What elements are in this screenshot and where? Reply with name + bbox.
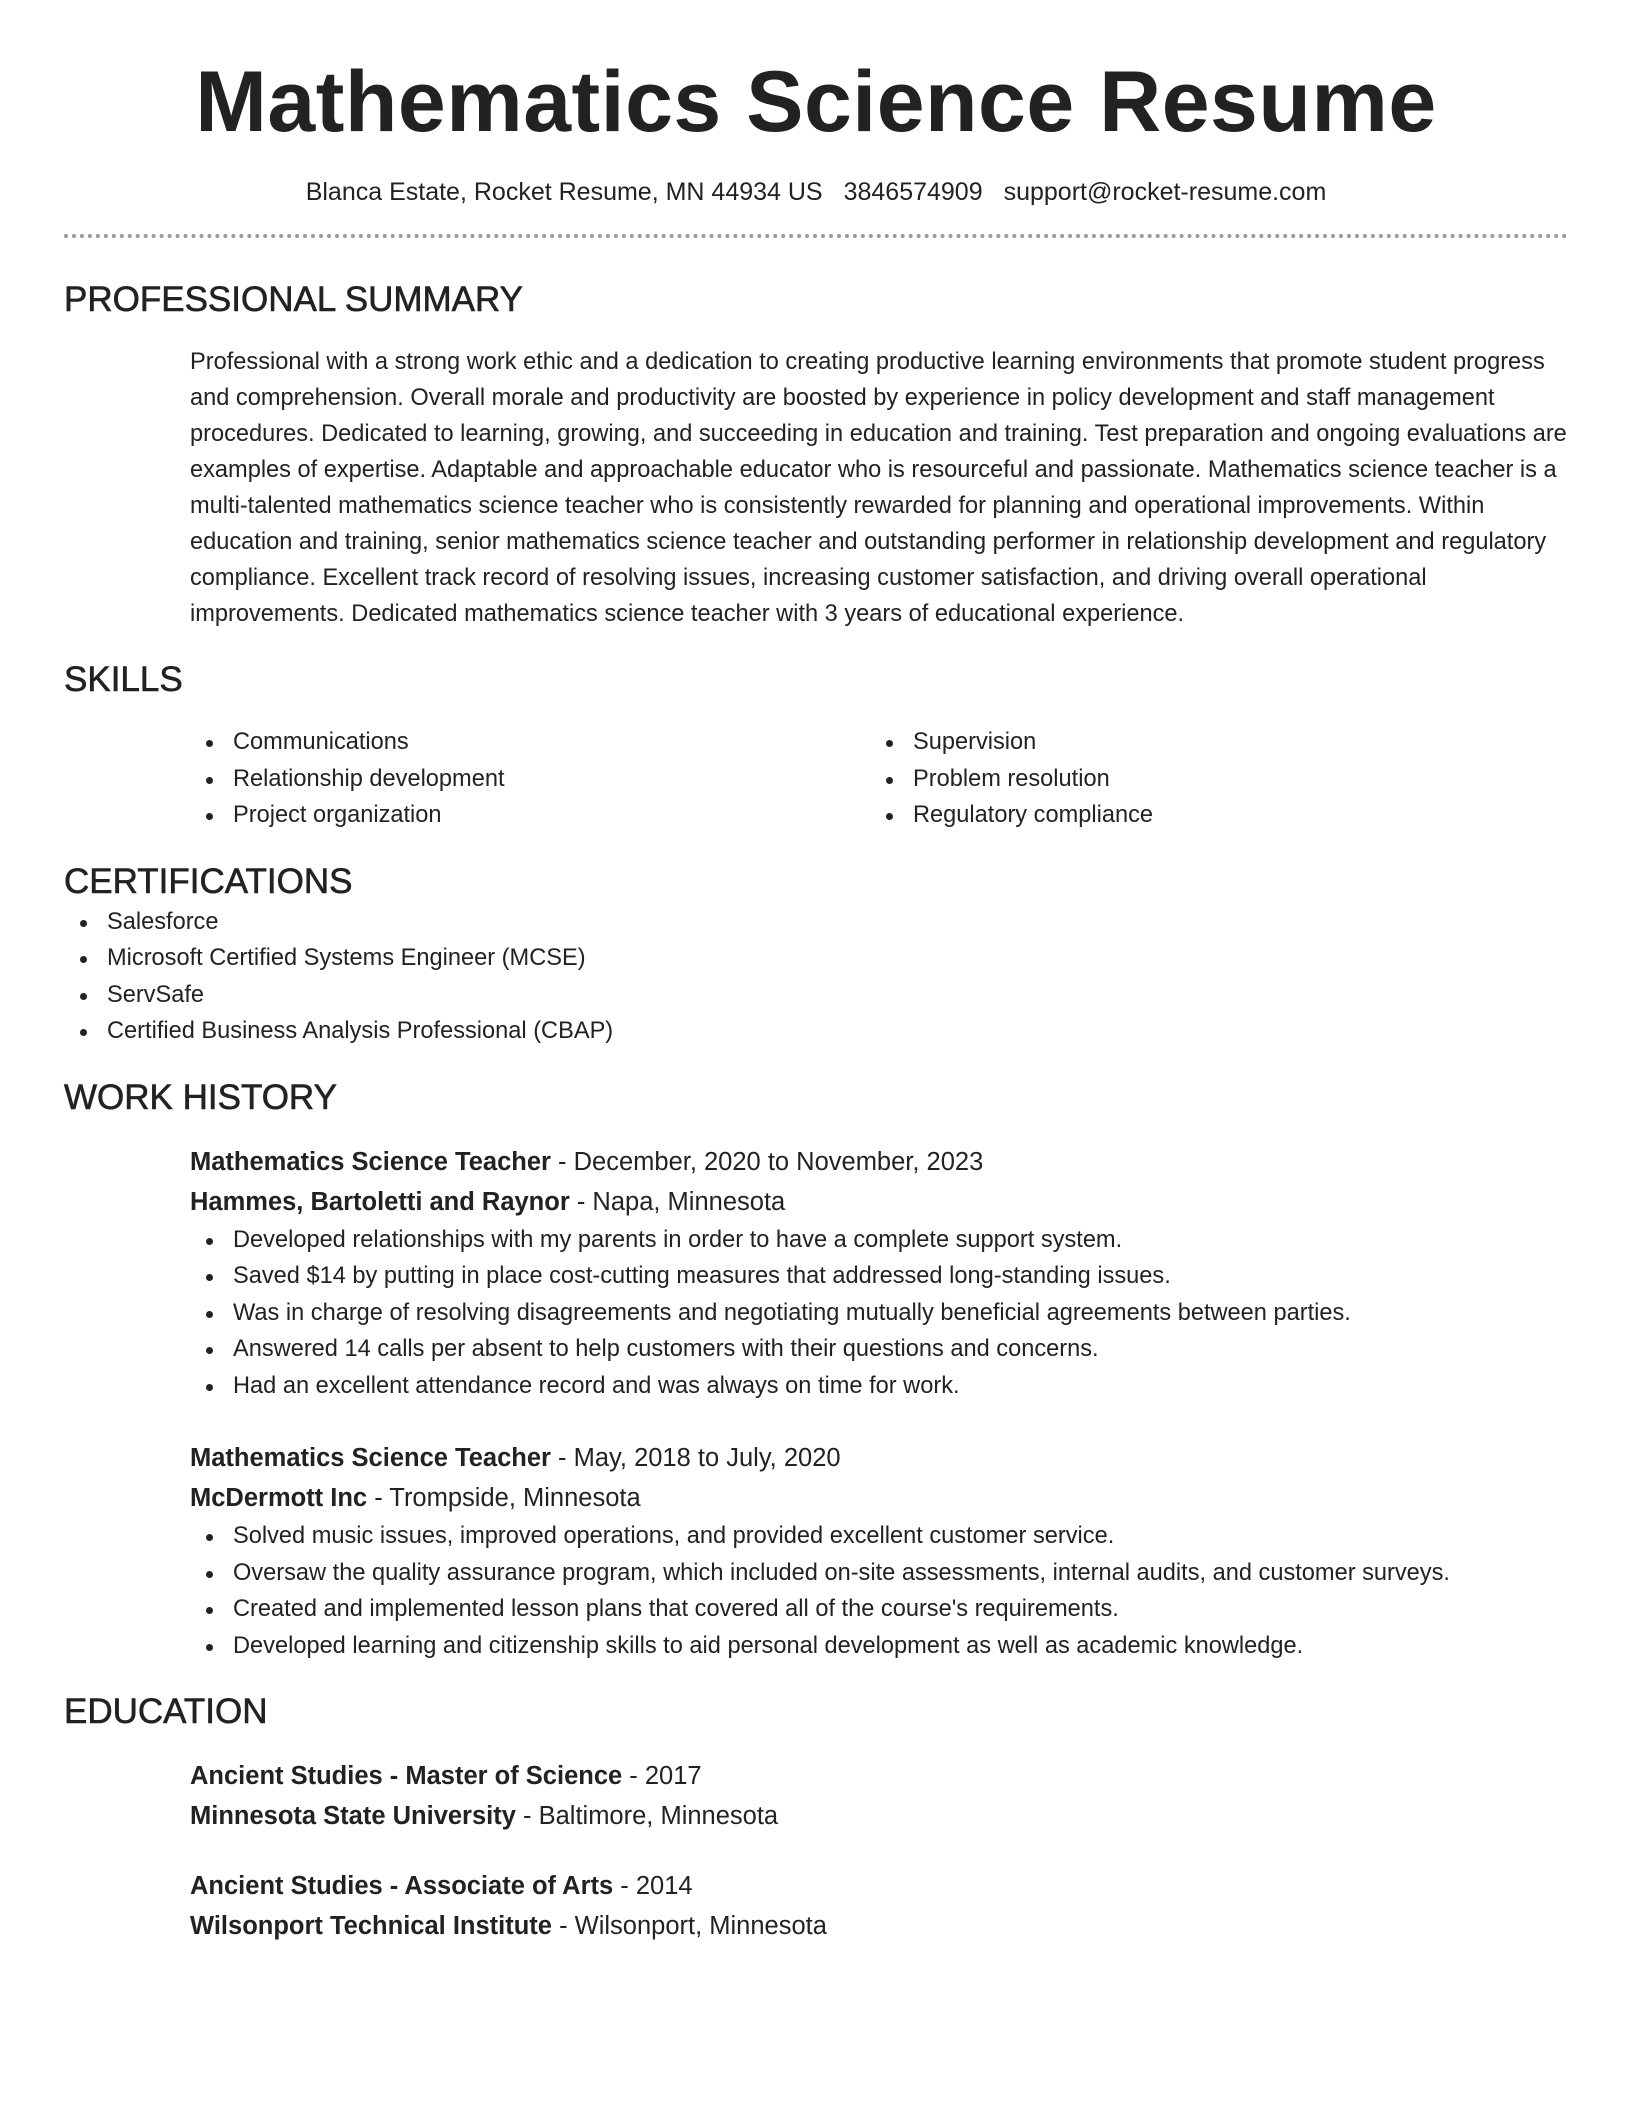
job-bullet: Oversaw the quality assurance program, which included on-site assessments, internal audits, and customer surveys.	[190, 1555, 1568, 1592]
job-dates: - December, 2020 to November, 2023	[550, 1147, 984, 1176]
education-section	[64, 1690, 1568, 1946]
skill-item: Problem resolution	[870, 761, 1568, 798]
resume-page	[64, 0, 1568, 1946]
job-location: - Trompside, Minnesota	[367, 1484, 641, 1512]
certifications-heading: CERTIFICATIONS	[64, 861, 353, 901]
certification-item: ServSafe	[64, 977, 1568, 1014]
job-bullet: Was in charge of resolving disagreements and negotiating mutually beneficial agreements between parties.	[190, 1295, 1568, 1332]
job-entry	[190, 1438, 1568, 1664]
job-company: McDermott Inc	[190, 1484, 368, 1512]
job-company-line	[190, 1182, 1568, 1222]
skills-list-right	[870, 724, 1568, 834]
education-year: - 2014	[613, 1872, 693, 1900]
education-degree: Ancient Studies - Associate of Arts	[190, 1872, 614, 1900]
skill-item: Regulatory compliance	[870, 797, 1568, 834]
work-history-section	[64, 1076, 1568, 1665]
job-company-line	[190, 1478, 1568, 1518]
job-bullets	[190, 1518, 1568, 1664]
header-divider	[64, 234, 1568, 238]
job-title: Mathematics Science Teacher	[190, 1444, 551, 1472]
contact-address: Blanca Estate, Rocket Resume, MN 44934 US	[305, 178, 823, 206]
certification-item: Salesforce	[64, 904, 1568, 941]
education-location: - Baltimore, Minnesota	[515, 1802, 779, 1830]
skills-list-left	[190, 724, 870, 834]
job-bullet: Created and implemented lesson plans that covered all of the course's requirements.	[190, 1591, 1568, 1628]
skill-item: Project organization	[190, 797, 870, 834]
skill-item: Communications	[190, 724, 870, 761]
education-degree-line	[190, 1866, 1568, 1906]
job-title-line	[190, 1438, 1568, 1478]
certification-item: Certified Business Analysis Professional (CBAP)	[64, 1013, 1568, 1050]
certifications-list	[64, 904, 1568, 1050]
summary-heading: PROFESSIONAL SUMMARY	[64, 280, 523, 319]
job-bullet: Answered 14 calls per absent to help customers with their questions and concerns.	[190, 1331, 1568, 1368]
job-bullet: Saved $14 by putting in place cost-cutting measures that addressed long-standing issues.	[190, 1258, 1568, 1295]
work-history-heading: WORK HISTORY	[64, 1077, 337, 1117]
job-bullets	[190, 1222, 1568, 1405]
education-school-line	[190, 1906, 1568, 1946]
job-entry	[190, 1142, 1568, 1405]
education-entry	[190, 1756, 1568, 1836]
skills-heading: SKILLS	[64, 660, 183, 699]
job-title: Mathematics Science Teacher	[190, 1147, 551, 1176]
education-school-line	[190, 1796, 1568, 1836]
education-degree: Ancient Studies - Master of Science	[190, 1762, 623, 1790]
skill-item: Relationship development	[190, 761, 870, 798]
job-bullet: Solved music issues, improved operations, and provided excellent customer service.	[190, 1518, 1568, 1555]
education-school: Wilsonport Technical Institute	[190, 1912, 552, 1940]
education-school: Minnesota State University	[190, 1802, 516, 1830]
job-bullet: Had an excellent attendance record and was always on time for work.	[190, 1368, 1568, 1405]
skills-section	[64, 658, 1568, 834]
contact-phone: 3846574909	[843, 178, 983, 206]
certifications-section	[64, 860, 1568, 1050]
job-title-line	[190, 1142, 1568, 1182]
job-location: - Napa, Minnesota	[569, 1187, 786, 1216]
job-bullet: Developed learning and citizenship skills to aid personal development as well as academic knowledge.	[190, 1628, 1568, 1665]
contact-line	[64, 176, 1568, 208]
education-degree-line	[190, 1756, 1568, 1796]
education-heading: EDUCATION	[64, 1692, 268, 1731]
contact-email[interactable]: support@rocket-resume.com	[1003, 178, 1327, 206]
education-entry	[190, 1866, 1568, 1946]
education-year: - 2017	[622, 1762, 702, 1790]
job-company: Hammes, Bartoletti and Raynor	[190, 1187, 570, 1216]
summary-text: Professional with a strong work ethic and a dedication to creating productive learning environments that promote student progress and comprehension. Overall morale and productivity are boosted by experience in policy development and staff management procedures. Dedicated to learning, growing, and succeeding in education and training. Test preparation and ongoing evaluations are examples of expertise. Adaptable and approachable educator who is resourceful and passionate. Mathematics science teacher is a multi-talented mathematics science teacher who is consistently rewarded for planning and operational improvements. Within education and training, senior mathematics science teacher and outstanding performer in relationship development and regulatory compliance. Excellent track record of resolving issues, increasing customer satisfaction, and driving overall operational improvements. Dedicated mathematics science teacher with 3 years of educational experience.	[190, 349, 1567, 627]
job-bullet: Developed relationships with my parents in order to have a complete support system.	[190, 1222, 1568, 1259]
certification-item: Microsoft Certified Systems Engineer (MCSE)	[64, 940, 1568, 977]
skills-grid	[190, 724, 1568, 834]
summary-section	[64, 278, 1568, 632]
resume-title: Mathematics Science Resume	[195, 54, 1437, 150]
skill-item: Supervision	[870, 724, 1568, 761]
job-dates: - May, 2018 to July, 2020	[550, 1444, 841, 1472]
education-location: - Wilsonport, Minnesota	[551, 1912, 827, 1940]
